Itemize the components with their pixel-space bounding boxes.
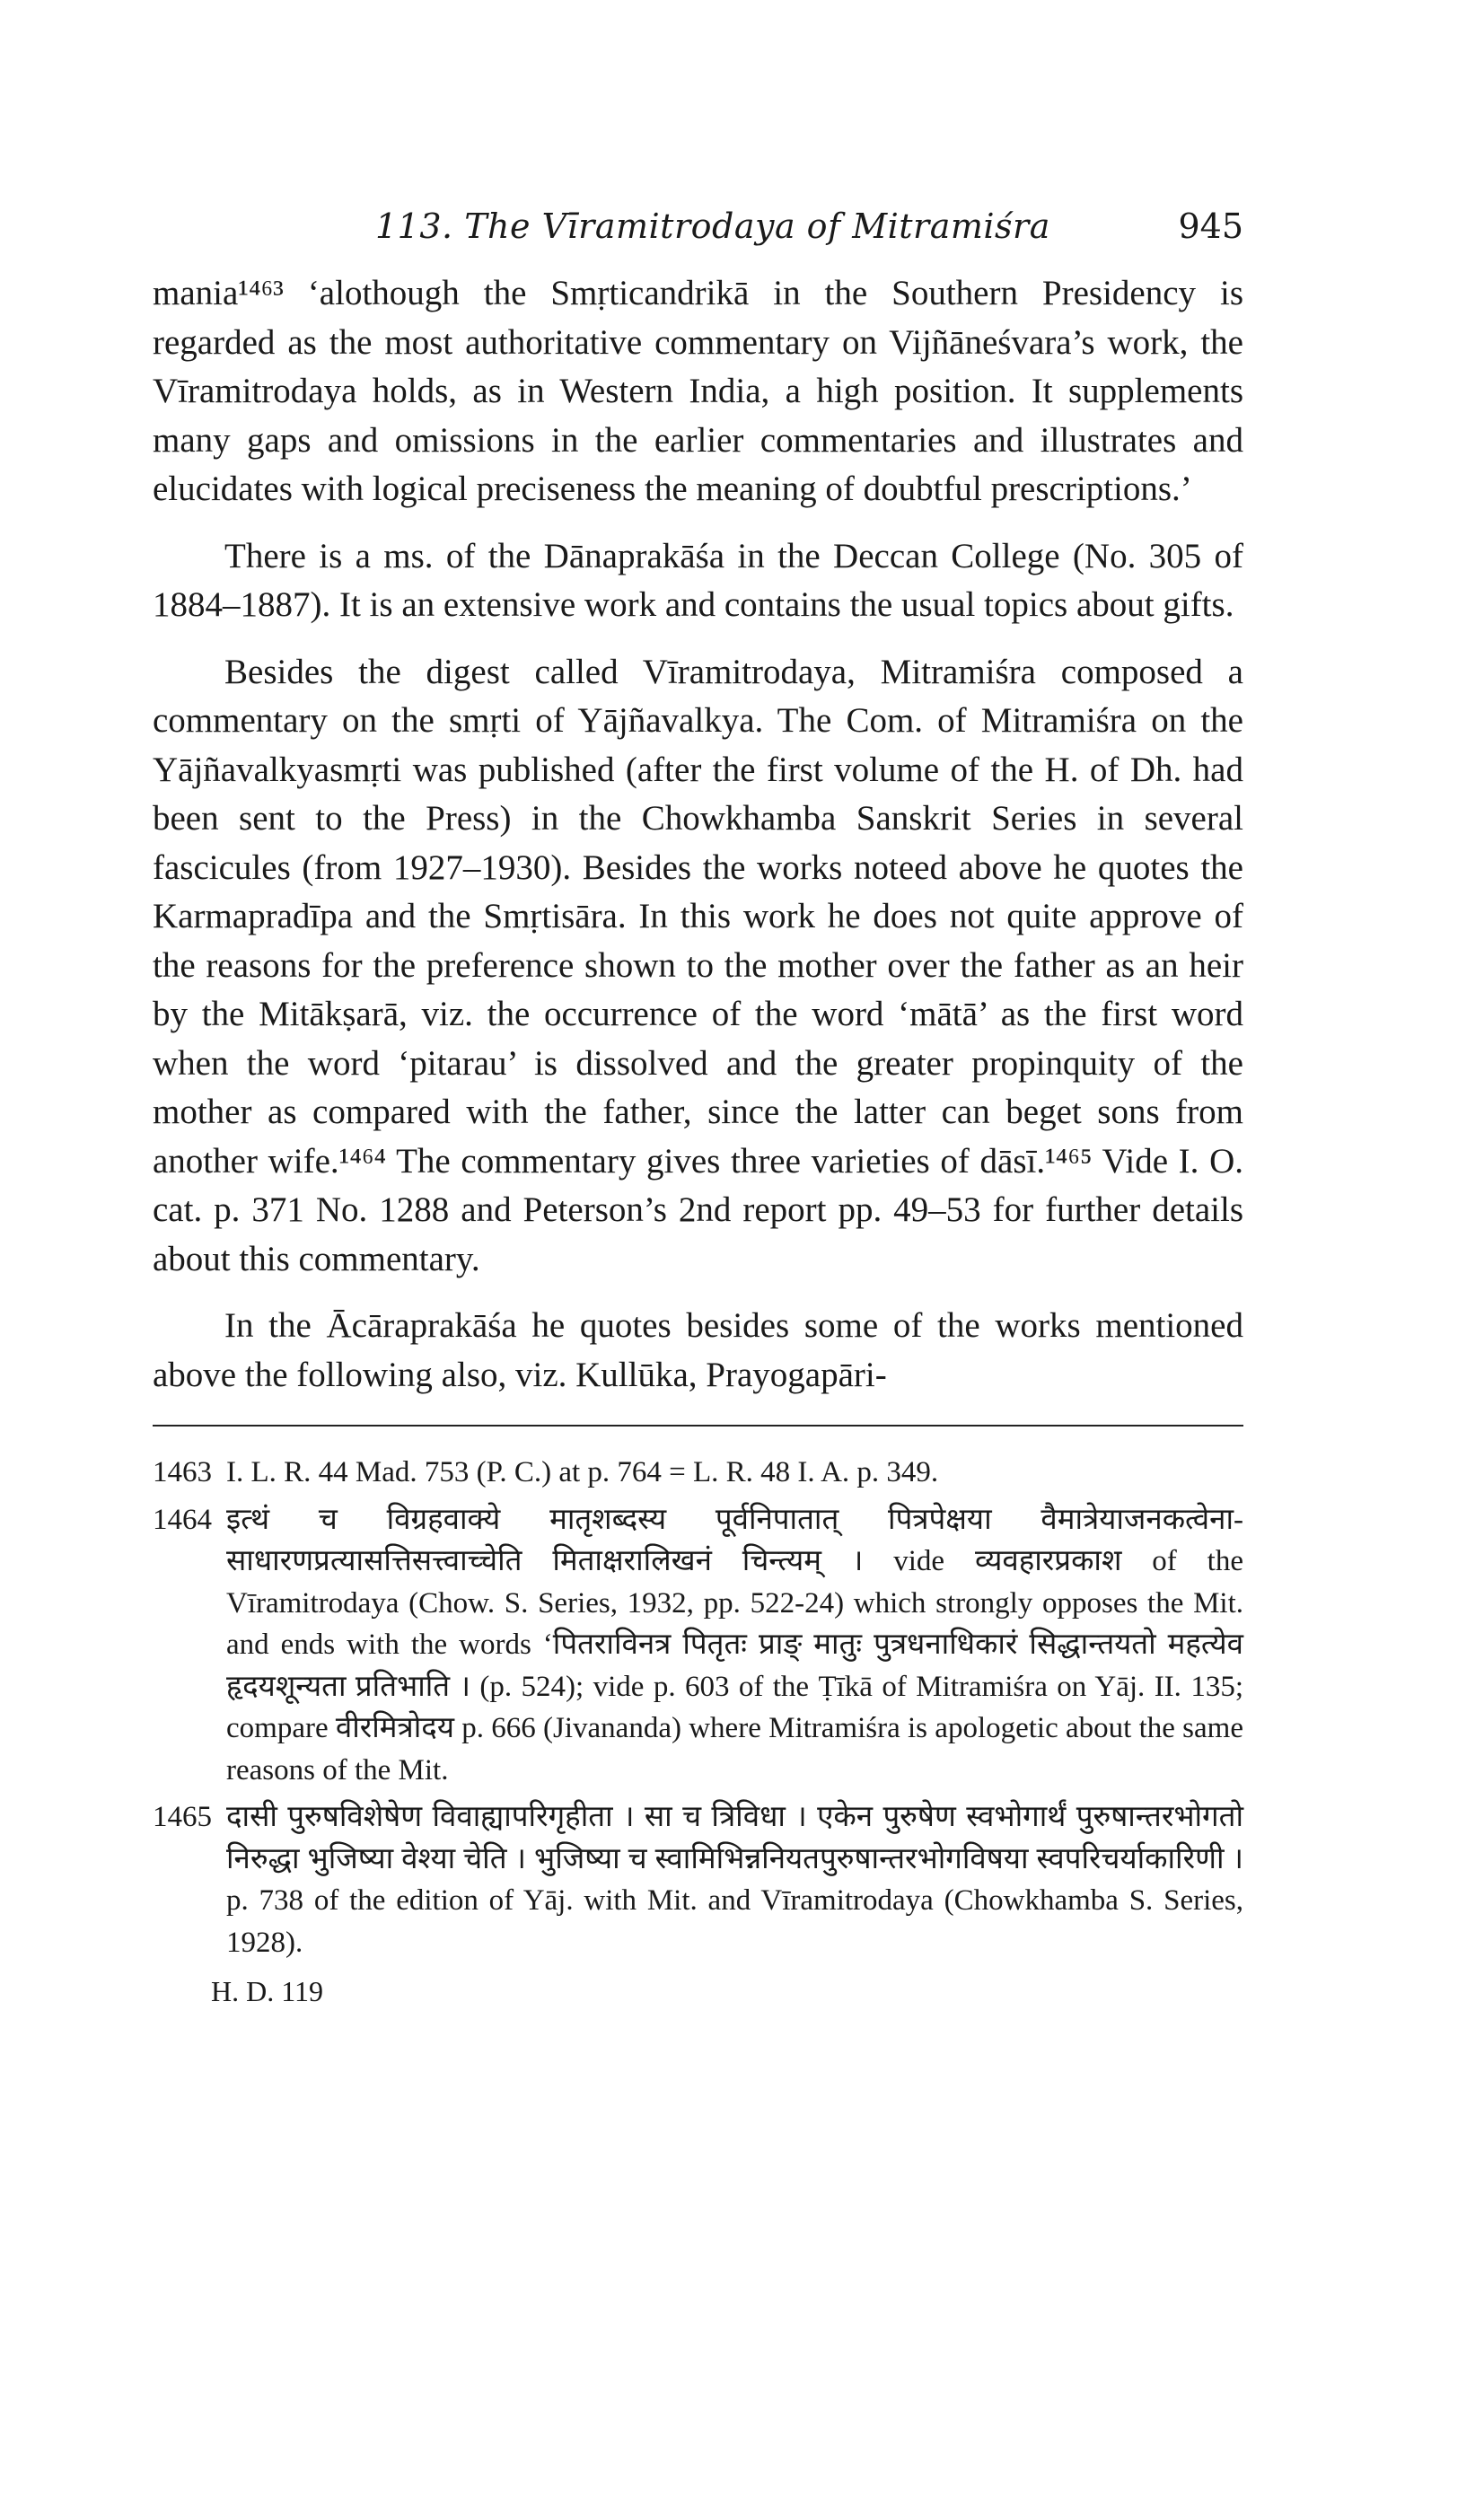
footnote [153, 1796, 1243, 1963]
footnote-number: 1464 [153, 1503, 212, 1536]
footnote-text: दासी पुरुषविशेषेण विवाह्यापरिगृहीता । सा च त्रिविधा । एकेन पुरुषेण स्वभोगार्थं पुरुषान्तरभोगतो निरुद्धा भुजिष्या वेश्या चेति । भुजिष्या च स्वामिभिन्ननियतपुरुषान्तरभोगविषया स्वपरिचर्याकारिणी । p. 738 of the edition of Yāj. with Mit. and Vīramitrodaya (Chowkhamba S. Series, 1928). [226, 1801, 1243, 1959]
footnote [153, 1452, 1243, 1494]
paragraph: There is a ms. of the Dānaprakāśa in the Deccan College (No. 305 of 1884–1887). It is an extensive work and contains the usual topics about gifts. [153, 536, 1243, 624]
running-header [153, 198, 1243, 260]
page [153, 198, 1243, 2013]
footnote-divider [153, 1425, 1243, 1427]
footnote-text: इत्थं च विग्रहवाक्ये मातृशब्दस्य पूर्वनिपातात् पित्रपेक्षया वैमात्रेयाजनकत्वेना-साधारणप्रत्यासत्तिसत्त्वाच्चेति मिताक्षरालिखनं चिन्त्यम् । vide व्यवहारप्रकाश of the Vīramitrodaya (Chow. S. Series, 1932, pp. 522-24) which strongly opposes the Mit. and ends with the words ‘पितराविनत्र पितृतः प्राङ् मातुः पुत्रधनाधिकारं सिद्धान्तयतो महत्येव हृदयशून्यता प्रतिभाति । (p. 524); vide p. 603 of the Ṭīkā of Mitramiśra on Yāj. II. 135; compare वीरमित्रोदय p. 666 (Jivananda) where Mitramiśra is apologetic about the same reasons of the Mit. [226, 1503, 1243, 1787]
paragraph: In the Ācāraprakāśa he quotes besides some of the works mentioned above the following also, viz. Kullūka, Prayogapāri- [153, 1306, 1243, 1394]
footnote-number: 1465 [153, 1801, 212, 1833]
signature-mark: H. D. 119 [211, 1975, 324, 2007]
footnotes [153, 1452, 1243, 2013]
paragraph: Besides the digest called Vīramitrodaya, Mitramiśra composed a commentary on the smṛti of Yājñavalkya. The Com. of Mitramiśra on the Yājñavalkyasmṛti was published (after the first volume of the H. of Dh. had been sent to the Press) in the Chowkhamba Sanskrit Series in several fascicules (from 1927–1930). Besides the works noteed above he quotes the Karmapradīpa and the Smṛtisāra. In this work he does not quite approve of the reasons for the preference shown to the mother over the father as an heir by the Mitākṣarā, viz. the occurrence of the word ‘mātā’ as the first word when the word ‘pitarau’ is dissolved and the greater propinquity of the mother as compared with the father, since the latter can beget sons from another wife.¹⁴⁶⁴ The commentary gives three varieties of dāsī.¹⁴⁶⁵ Vide I. O. cat. p. 371 No. 1288 and Peterson’s 2nd report pp. 49–53 for further details about this commentary. [153, 652, 1243, 1278]
page-number: 945 [1178, 206, 1243, 246]
body-text [153, 269, 1243, 1400]
footnote-text: I. L. R. 44 Mad. 753 (P. C.) at p. 764 = L. R. 48 I. A. p. 349. [226, 1456, 939, 1488]
footnote [153, 1499, 1243, 1792]
running-title: 113. The Vīramitrodaya of Mitramiśra [375, 206, 1050, 246]
paragraph: mania¹⁴⁶³ ‘alothough the Smṛticandrikā in the Southern Presidency is regarded as the most authoritative commentary on Vijñāneśvara’s work, the Vīramitrodaya holds, as in Western India, a high position. It supplements many gaps and omissions in the earlier commentaries and illustrates and elucidates with logical preciseness the meaning of doubtful prescriptions.’ [153, 274, 1243, 508]
footnote-number: 1463 [153, 1456, 212, 1488]
